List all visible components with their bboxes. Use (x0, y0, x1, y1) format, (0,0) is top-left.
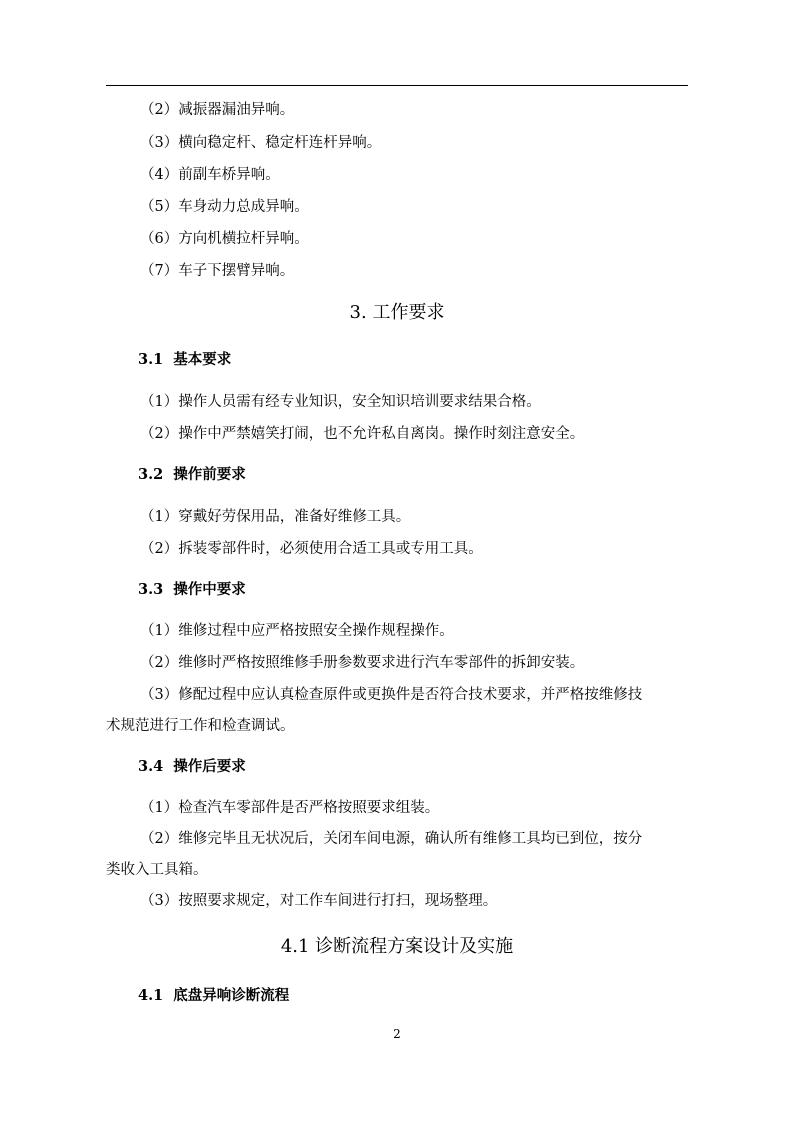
list-item: （2）减振器漏油异响。 (140, 102, 295, 118)
section-title: 4.1 诊断流程方案设计及实施 (280, 936, 514, 957)
list-item-continuation: 术规范进行工作和检查调试。 (106, 718, 295, 734)
subsection-heading (138, 465, 246, 485)
list-item: （3）按照要求规定，对工作车间进行打扫，现场整理。 (140, 893, 498, 909)
list-item: （1）穿戴好劳保用品，准备好维修工具。 (140, 509, 411, 525)
list-item: （3）横向稳定杆、稳定杆连杆异响。 (140, 135, 382, 151)
subsection-title: 操作前要求 (173, 467, 246, 483)
subsection-heading (138, 350, 231, 370)
list-item: （6）方向机横拉杆异响。 (140, 231, 309, 247)
header-rule (106, 85, 688, 86)
subsection-number: 3.2 (138, 466, 164, 483)
list-item: （2）维修完毕且无状况后，关闭车间电源，确认所有维修工具均已到位，按分 (140, 831, 643, 847)
list-item: （2）拆装零部件时，必须使用合适工具或专用工具。 (140, 541, 483, 557)
subsection-heading (138, 580, 246, 600)
list-item: （2）操作中严禁嬉笑打闹，也不允许私自离岗。操作时刻注意安全。 (140, 426, 585, 442)
list-item: （7）车子下摆臂异响。 (140, 263, 295, 279)
subsection-title: 底盘异响诊断流程 (173, 988, 290, 1004)
subsection-title: 操作中要求 (173, 582, 246, 598)
page-number: 2 (393, 1027, 401, 1041)
subsection-number: 3.4 (138, 758, 164, 775)
subsection-number: 3.1 (138, 351, 164, 368)
subsection-heading (138, 986, 289, 1006)
list-item-continuation: 类收入工具箱。 (106, 862, 208, 878)
subsection-number: 4.1 (138, 987, 164, 1004)
list-item: （4）前副车桥异响。 (140, 167, 280, 183)
list-item: （1）操作人员需有经专业知识，安全知识培训要求结果合格。 (140, 394, 541, 410)
list-item: （3）修配过程中应认真检查原件或更换件是否符合技术要求，并严格按维修技 (140, 687, 643, 703)
subsection-number: 3.3 (138, 581, 164, 598)
list-item: （1）检查汽车零部件是否严格按照要求组装。 (140, 800, 440, 816)
list-item: （5）车身动力总成异响。 (140, 199, 309, 215)
subsection-title: 操作后要求 (173, 759, 246, 775)
section-title: 3. 工作要求 (349, 302, 445, 323)
subsection-heading (138, 757, 246, 777)
subsection-title: 基本要求 (173, 352, 232, 368)
list-item: （1）维修过程中应严格按照安全操作规程操作。 (140, 623, 454, 639)
list-item: （2）维修时严格按照维修手册参数要求进行汽车零部件的拆卸安装。 (140, 655, 585, 671)
